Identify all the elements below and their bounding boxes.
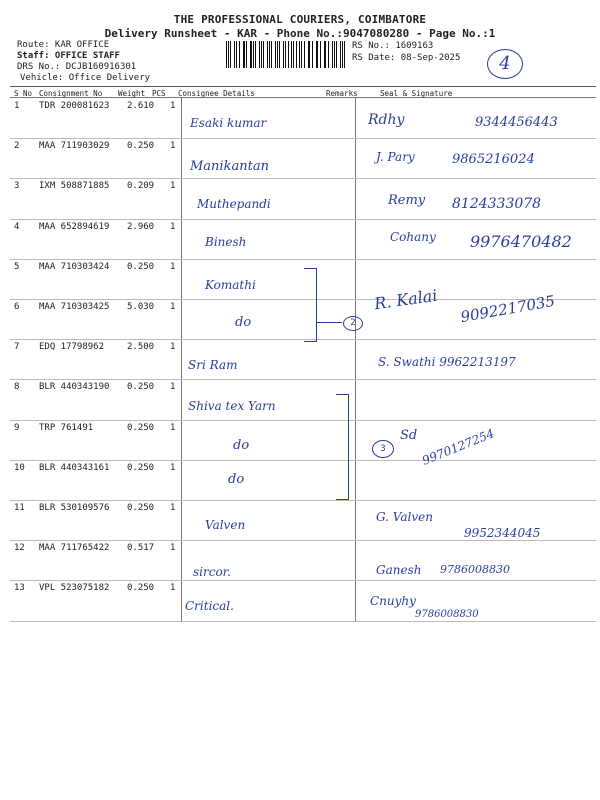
row-consignment: TRP 761491 (39, 422, 94, 433)
hw-consignee-12: sircor. (193, 565, 231, 579)
signature-3: Remy (388, 193, 426, 208)
row-pcs: 1 (170, 462, 176, 473)
row-weight: 0.250 (127, 583, 155, 594)
row-pcs: 1 (170, 181, 176, 192)
col-sno: S No (14, 89, 33, 98)
row-sno: 2 (14, 141, 20, 152)
row-sno: 10 (14, 462, 25, 473)
row-divider (10, 219, 596, 220)
row-sno: 6 (14, 302, 20, 312)
row-weight: 0.250 (127, 503, 155, 513)
row-consignment: MAA 711903029 (39, 141, 110, 152)
row-sno: 8 (14, 382, 20, 393)
row-pcs: 1 (170, 503, 176, 513)
row-divider (10, 259, 596, 260)
table-top-line (10, 86, 596, 87)
signature-phone-6: 9092217035 (459, 291, 557, 327)
hw-consignee-2: Manikantan (190, 159, 269, 174)
signature-4: Cohany (390, 230, 436, 244)
row-divider (10, 580, 596, 581)
row-sno: 11 (14, 503, 25, 513)
group-2-bracket (304, 268, 317, 342)
group-3-mark: 3 (372, 440, 394, 458)
row-consignment: TDR 200081623 (39, 101, 110, 111)
barcode (226, 41, 348, 68)
row-weight: 2.610 (127, 101, 155, 111)
vehicle-label: Vehicle: Office Delivery (20, 73, 151, 83)
row-divider (10, 420, 596, 421)
row-consignment: BLR 440343161 (39, 462, 110, 473)
row-pcs: 1 (170, 543, 176, 554)
hw-consignee-4: Binesh (205, 235, 247, 249)
row-consignment: IXM 508871885 (39, 181, 110, 192)
row-consignment: EDQ 17798962 (39, 342, 105, 353)
drs-label: DRS No.: DCJB160916301 (17, 62, 137, 72)
hw-consignee-9: do (233, 438, 250, 453)
row-pcs: 1 (170, 141, 176, 152)
row-weight: 0.250 (127, 141, 155, 152)
row-weight: 0.250 (127, 382, 155, 393)
col-remarks: Remarks (326, 89, 358, 98)
row-weight: 5.030 (127, 302, 155, 312)
row-divider (10, 379, 596, 380)
row-pcs: 1 (170, 221, 176, 232)
rs-date: RS Date: 08-Sep-2025 (352, 53, 461, 63)
hw-consignee-5: Komathi (205, 278, 256, 292)
signature-12-name: Ganesh (376, 563, 422, 577)
signature-phone-1: 9344456443 (475, 115, 558, 130)
row-weight: 2.960 (127, 221, 155, 232)
signature-phone-13: 9786008830 (415, 609, 479, 620)
hw-consignee-6: do (235, 315, 252, 330)
row-weight: 0.250 (127, 462, 155, 473)
signature-phone-2: 9865216024 (452, 152, 535, 167)
row-sno: 7 (14, 342, 20, 353)
signature-phone-11: 9952344045 (464, 526, 541, 540)
group-3-bracket (336, 394, 349, 500)
row-consignment: BLR 440343190 (39, 382, 110, 393)
hw-consignee-10: do (228, 472, 245, 487)
consignee-divider (181, 98, 182, 621)
row-divider (10, 339, 596, 340)
row-pcs: 1 (170, 101, 176, 111)
row-pcs: 1 (170, 261, 176, 272)
row-pcs: 1 (170, 382, 176, 393)
signature-phone-7: S. Swathi 9962213197 (378, 355, 516, 369)
row-weight: 0.250 (127, 422, 155, 433)
hw-consignee-7: Sri Ram (188, 358, 238, 372)
row-pcs: 1 (170, 342, 176, 353)
row-divider (10, 178, 596, 179)
row-divider (10, 460, 596, 461)
row-sno: 12 (14, 543, 25, 554)
hw-consignee-11: Valven (205, 518, 246, 532)
row-weight: 0.517 (127, 543, 155, 554)
row-divider (10, 500, 596, 501)
row-weight: 0.250 (127, 261, 155, 272)
row-sno: 13 (14, 583, 25, 594)
signature-13: Cnuyhy (370, 594, 416, 608)
row-sno: 9 (14, 422, 20, 433)
page-mark: 4 (487, 49, 523, 79)
company-title: THE PROFESSIONAL COURIERS, COIMBATORE (173, 13, 427, 26)
row-weight: 0.209 (127, 181, 155, 192)
hw-consignee-13: Critical. (185, 599, 234, 613)
row-divider (10, 540, 596, 541)
signature-11: G. Valven (376, 510, 433, 524)
group-2-mark: 2 (343, 316, 363, 331)
row-pcs: 1 (170, 583, 176, 594)
row-weight: 2.500 (127, 342, 155, 353)
remarks-divider (355, 98, 356, 621)
row-consignment: MAA 710303424 (39, 261, 110, 272)
row-divider (10, 621, 596, 622)
row-consignment: MAA 710303425 (39, 302, 110, 312)
route-label: Route: KAR OFFICE (17, 40, 110, 50)
row-consignment: VPL 523075182 (39, 583, 110, 594)
row-consignment: MAA 652894619 (39, 221, 110, 232)
col-pcs: PCS (152, 89, 166, 98)
col-consignment: Consignment No (39, 89, 103, 98)
runsheet-subtitle: Delivery Runsheet - KAR - Phone No.:9047080280 - Page No.:1 (104, 27, 496, 40)
hw-consignee-1: Esaki kumar (190, 116, 267, 130)
row-pcs: 1 (170, 302, 176, 312)
col-weight: Weight (118, 89, 146, 98)
row-sno: 4 (14, 221, 20, 232)
row-divider (10, 138, 596, 139)
row-sno: 3 (14, 181, 20, 192)
row-sno: 1 (14, 101, 20, 111)
row-consignment: BLR 530109576 (39, 503, 110, 513)
col-seal: Seal & Signature (380, 89, 453, 98)
row-sno: 5 (14, 261, 20, 272)
signature-phone-12: 9786008830 (440, 563, 510, 576)
signature-phone-9: 9970127254 (420, 426, 497, 468)
signature-9: Sd (400, 428, 418, 443)
signature-phone-3: 8124333078 (452, 196, 542, 212)
signature-6-name: R. Kalai (372, 285, 439, 314)
staff-label: Staff: OFFICE STAFF (17, 51, 120, 61)
row-pcs: 1 (170, 422, 176, 433)
col-consignee: Consignee Details (178, 89, 255, 98)
hw-consignee-3: Muthepandi (197, 197, 271, 211)
group-2-arrow (316, 322, 342, 323)
row-consignment: MAA 711765422 (39, 543, 110, 554)
rs-number: RS No.: 1609163 (352, 41, 434, 51)
signature-1: Rdhy (368, 112, 405, 128)
signature-2: J. Pary (376, 150, 415, 164)
hw-consignee-8: Shiva tex Yarn (188, 399, 276, 413)
signature-phone-4: 9976470482 (470, 232, 572, 251)
